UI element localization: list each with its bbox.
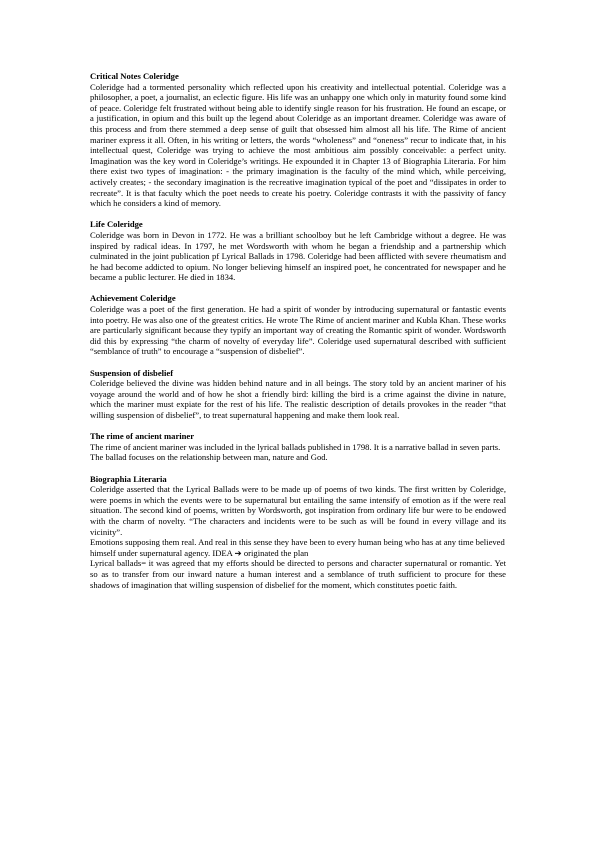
section-paragraph: Coleridge believed the divine was hidden behind nature and in all beings. The story told by an ancient mariner of his voyage around the world and of how he shot a friendly bird: killing the bird is a crime against the divine in nature, which the mariner must expiate for the rest of his life. The realistic description of details provokes in the reader “that willing suspension of disbelief”, to treat supernatural happening and make them look real. — [90, 378, 506, 420]
section-paragraph: Coleridge was born in Devon in 1772. He was a brilliant schoolboy but he left Cambridge without a degree. He was inspired by radical ideas. In 1797, he met Wordsworth with whom he began a friendship and a partnership which culminated in the joint publication pf Lyrical Ballads in 1798. Coleridge had been afflicted with severe rheumatism and he had become addicted to opium. No longer believing himself an inspired poet, he concentrated for newspaper and he became a public lecturer. He died in 1834. — [90, 229, 506, 283]
section-heading: Critical Notes Coleridge — [90, 71, 179, 81]
section-suspension-of-disbelief — [90, 368, 506, 421]
section-heading: The rime of ancient mariner — [90, 431, 195, 442]
section-heading: Biographia Literaria — [90, 473, 167, 484]
section-critical-notes — [90, 71, 506, 209]
section-paragraph: Coleridge was a poet of the first generation. He had a spirit of wonder by introducing supernatural or fantastic events into poetry. He was also one of the greatest critics. He wrote The Rime of ancient mariner and Kubla Khan. These works are particularly significant because they typify an important way of creating the Romantic spirit of wonder. Wordsworth did this by expressing “the charm of novelty of everyday life”. Coleridge used supernatural described with sufficient “semblance of truth” to encourage a “suspension of disbelief”. — [90, 304, 506, 357]
section-rime-of-ancient-mariner — [90, 431, 506, 463]
section-paragraph: Coleridge asserted that the Lyrical Ballads were to be made up of poems of two kinds. The first written by Coleridge, were poems in which the events were to be supernatural but entailing the same intensify of emotion as if the were real situation. The second kind of poems, written by Wordsworth, got inspiration from ordinary life bur were to be endowed with the charm of novelty. “The characters and incidents were to be such as will be found in every village and its vicinity”. — [90, 484, 506, 537]
section-paragraph: Lyrical ballads= it was agreed that my efforts should be directed to persons and character supernatural or romantic. Yet so as to transfer from our inward nature a human interest and a semblance of truth sufficient to procure for these shadows of imagination that willing suspension of disbelief for the moment, which constitutes poetic faith. — [90, 558, 506, 590]
section-paragraph: Coleridge had a tormented personality which reflected upon his creativity and intellectual potential. Coleridge was a philosopher, a poet, a journalist, an eclectic figure. His life was an unhappy one which only in maturity found some kind of peace. Coleridge felt frustrated without being able to identify single reason for his frustration. He found an escape, or a justification, in opium and this built up the legend about Coleridge as an important dreamer. Coleridge was aware of this process and from there stemmed a deep sense of guilt that obsessed him almost all his life. The Rime of ancient mariner express it all. Often, in his writing or letters, the words “wholeness” and “oneness” recur to indicate that, in his intellectual quest, Coleridge was trying to achieve the most ambitious aim possibly conceivable: a perfect unity. Imagination was the key word in Coleridge’s writings. He expounded it in Chapter 13 of Biographia Literaria. For him there exist two types of imagination: - the primary imagination is the faculty of the mind which, while perceiving, actively creates; - the secondary imagination is the recreative imagination typical of the poet and “dissipates in order to recreate”. It is that faculty which the poet needs to create his poetry. Coleridge contrasts it with the passivity of fancy which he considers a kind of memory. — [90, 81, 506, 209]
section-achievement — [90, 293, 506, 357]
section-biographia-literaria — [90, 474, 506, 591]
section-paragraph: The rime of ancient mariner was included in the lyrical ballads published in 1798. It is a narrative ballad in seven parts. The ballad focuses on the relationship between man, nature and God. — [90, 441, 501, 463]
section-heading: Suspension of disbelief — [90, 367, 174, 378]
section-heading: Achievement Coleridge — [90, 293, 176, 304]
section-heading: Life Coleridge — [90, 219, 143, 230]
section-life — [90, 219, 506, 283]
section-paragraph: Emotions supposing them real. And real in this sense they have been to every human being who has at any time believed himself under supernatural agency. IDEA ➔ originated the plan — [90, 537, 505, 558]
document-page — [90, 71, 506, 601]
